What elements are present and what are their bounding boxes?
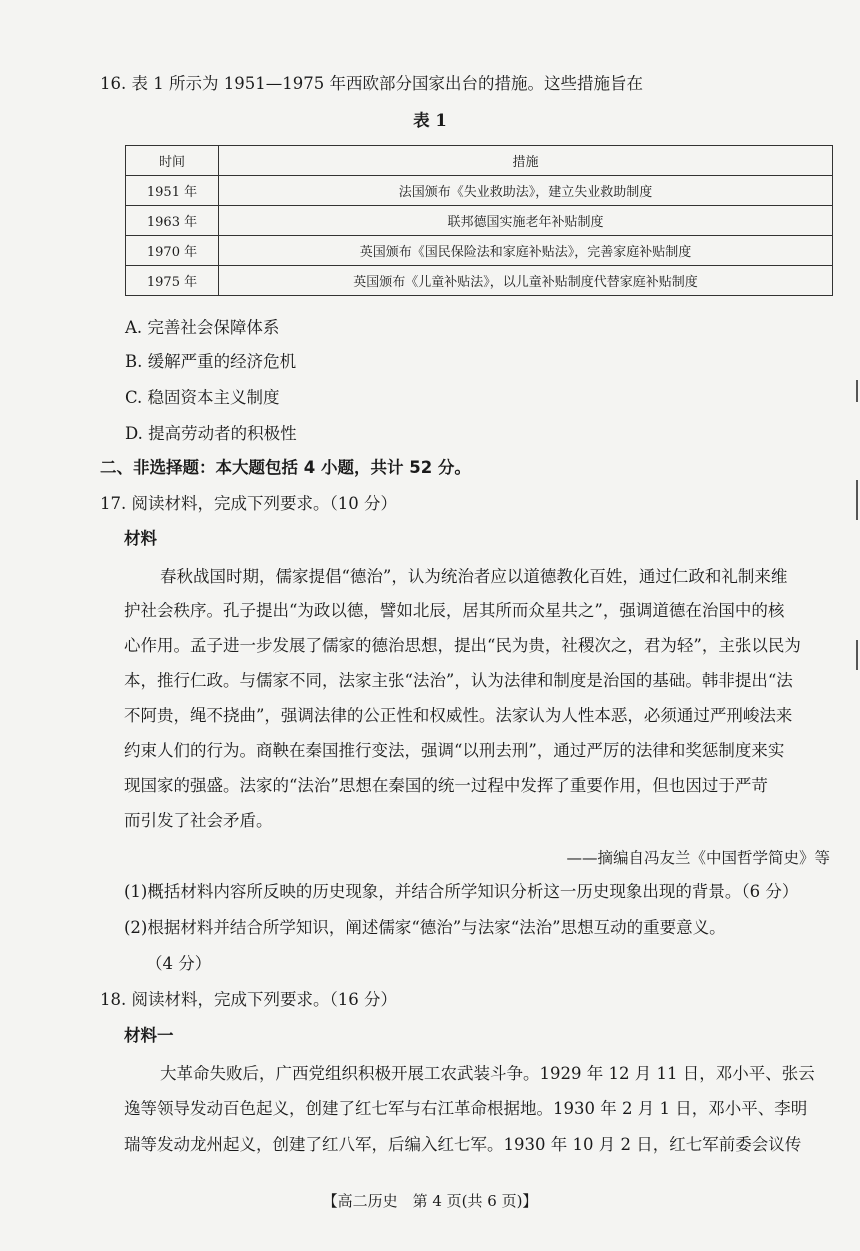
table-row: [126, 236, 833, 266]
q17-material-line: 现国家的强盛。法家的“法治”思想在秦国的统一过程中发挥了重要作用，但也因过于严苛: [124, 776, 768, 795]
row-year: 1951 年: [126, 176, 219, 206]
q17-material-line: 而引发了社会矛盾。: [124, 811, 273, 830]
row-measure: 英国颁布《儿童补贴法》，以儿童补贴制度代替家庭补贴制度: [219, 266, 833, 296]
q17-subquestion-2-points: （4 分）: [146, 954, 212, 973]
row-year: 1963 年: [126, 206, 219, 236]
row-measure: 联邦德国实施老年补贴制度: [219, 206, 833, 236]
row-year: 1975 年: [126, 266, 219, 296]
q17-material-line: 本，推行仁政。与儒家不同，法家主张“法治”，认为法律和制度是治国的基础。韩非提出“法: [124, 671, 793, 690]
table-row: [126, 176, 833, 206]
row-measure: 法国颁布《失业救助法》，建立失业救助制度: [219, 176, 833, 206]
q17-material-label: 材料: [124, 529, 157, 548]
row-measure: 英国颁布《国民保险法和家庭补贴法》，完善家庭补贴制度: [219, 236, 833, 266]
option-c: C. 稳固资本主义制度: [125, 388, 280, 407]
q18-material-label: 材料一: [124, 1026, 174, 1045]
header-measure: 措施: [219, 146, 833, 176]
q17-material-line: 不阿贵，绳不挠曲”，强调法律的公正性和权威性。法家认为人性本恶，必须通过严刑峻法来: [124, 706, 793, 725]
header-time: 时间: [126, 146, 219, 176]
q17-subquestion-1: (1)概括材料内容所反映的历史现象，并结合所学知识分析这一历史现象出现的背景。（6 分）: [124, 882, 799, 901]
q17-material-line: 心作用。孟子进一步发展了儒家的德治思想，提出“民为贵，社稷次之，君为轻”，主张以民为: [124, 636, 801, 655]
page-footer: 【高二历史 第 4 页(共 6 页)】: [322, 1192, 538, 1210]
scan-edge-mark: [856, 380, 858, 402]
option-a: A. 完善社会保障体系: [125, 318, 280, 337]
table-row: [126, 266, 833, 296]
q17-source: ——摘编自冯友兰《中国哲学简史》等: [566, 849, 830, 867]
q17-material-line: 护社会秩序。孔子提出“为政以德，譬如北辰，居其所而众星共之”，强调道德在治国中的核: [124, 601, 785, 620]
q17-subquestion-2: (2)根据材料并结合所学知识，阐述儒家“德治”与法家“法治”思想互动的重要意义。: [124, 918, 726, 937]
section-title: 二、非选择题：本大题包括 4 小题，共计 52 分。: [100, 458, 471, 477]
q18-material-line: 逸等领导发动百色起义，创建了红七军与右江革命根据地。1930 年 2 月 1 日，邓小平、李明: [124, 1099, 808, 1118]
q17-material-line: 春秋战国时期，儒家提倡“德治”，认为统治者应以道德教化百姓，通过仁政和礼制来维: [160, 567, 788, 586]
q17-material-line: 约束人们的行为。商鞅在秦国推行变法，强调“以刑去刑”，通过严厉的法律和奖惩制度来实: [124, 741, 785, 760]
measures-table: [125, 145, 833, 296]
q18-material-line: 大革命失败后，广西党组织积极开展工农武装斗争。1929 年 12 月 11 日，邓小平、张云: [160, 1064, 815, 1083]
table-row: [126, 206, 833, 236]
row-year: 1970 年: [126, 236, 219, 266]
table-header-row: [126, 146, 833, 176]
option-d: D. 提高劳动者的积极性: [125, 424, 297, 443]
q18-stem: 18. 阅读材料，完成下列要求。（16 分）: [100, 990, 397, 1009]
q16-stem: 16. 表 1 所示为 1951—1975 年西欧部分国家出台的措施。这些措施旨在: [100, 74, 643, 93]
scan-edge-mark: [856, 640, 858, 670]
q18-material-line: 瑞等发动龙州起义，创建了红八军，后编入红七军。1930 年 10 月 2 日，红七军前委会议传: [124, 1135, 802, 1154]
table-caption: 表 1: [413, 111, 447, 130]
scan-edge-mark: [856, 480, 858, 520]
q17-stem: 17. 阅读材料，完成下列要求。（10 分）: [100, 494, 397, 513]
option-b: B. 缓解严重的经济危机: [125, 352, 297, 371]
